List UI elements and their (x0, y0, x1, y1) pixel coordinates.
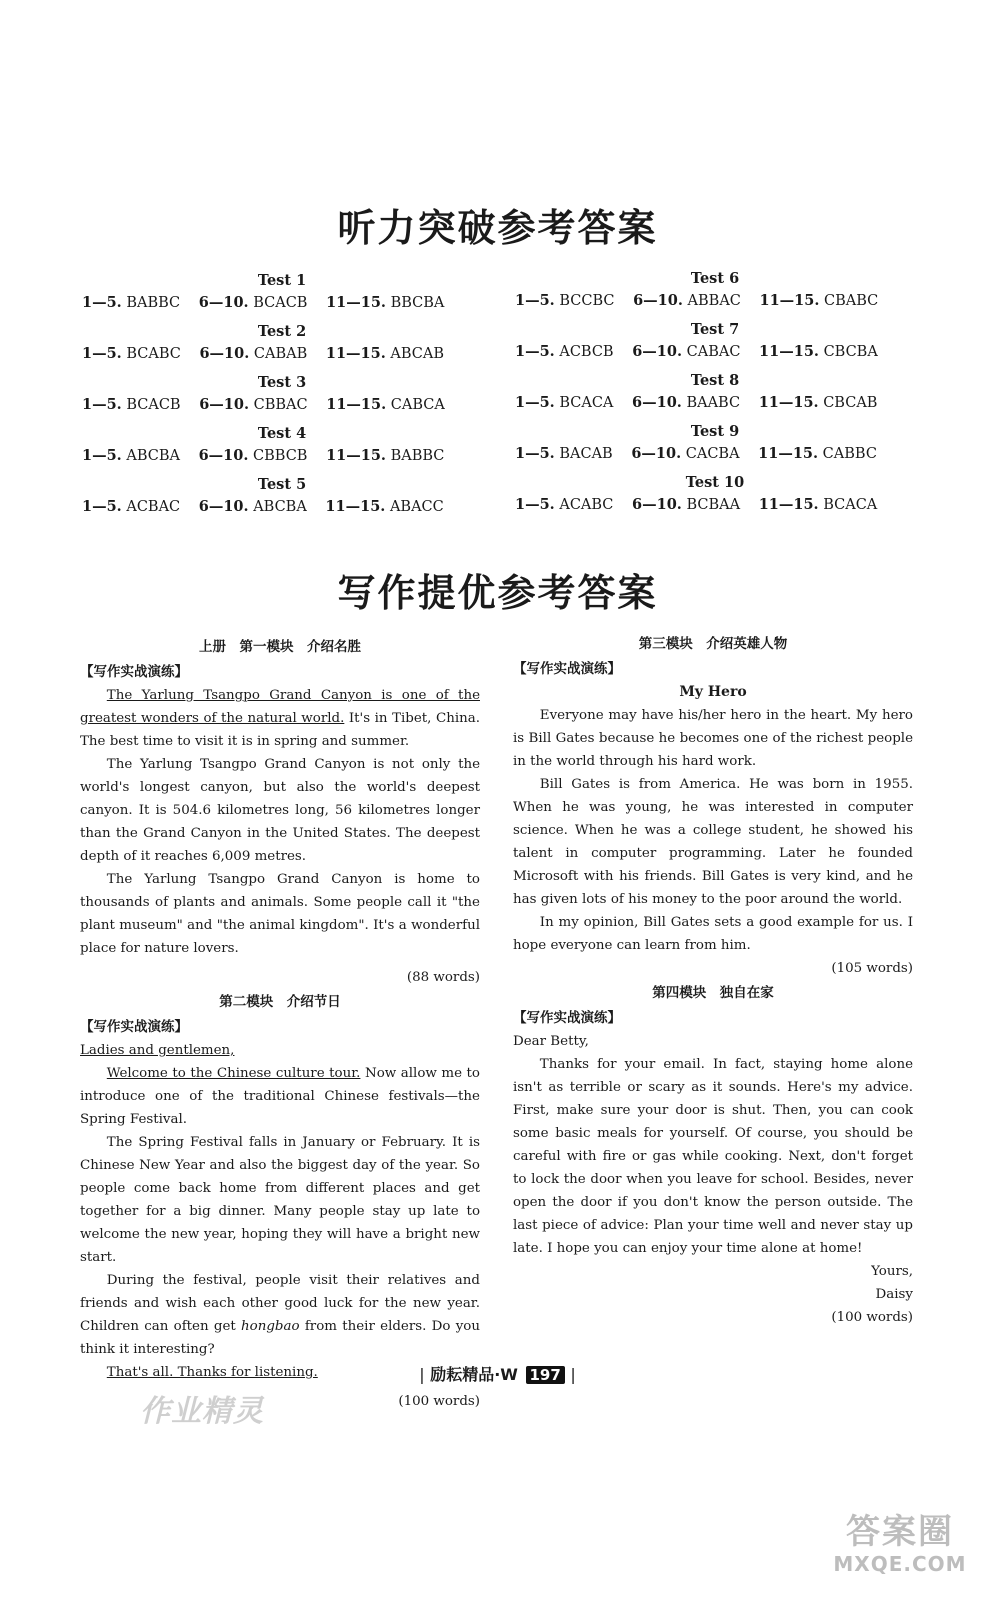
essay-paragraph: Welcome to the Chinese culture tour. Now allow me to introduce one of the traditional Chinese festivals—the Spring Festival. (80, 1066, 480, 1127)
test-name: Test 4 (257, 425, 307, 442)
test-name: Test 9 (690, 423, 740, 440)
practice-label: 【写作实战演练】 (80, 1019, 188, 1035)
test-block (82, 321, 482, 372)
answer-line: 1—5. BCABC 6—10. CABAB 11—15. ABCAB (82, 345, 445, 362)
speech-greeting: Ladies and gentlemen, (80, 1043, 235, 1058)
essay-paragraph: Thanks for your email. In fact, staying home alone isn't as terrible or scary as it sounds. Here's my advice. First, make sure your door is shut. Then, you can cook some basic meals for yourself. Of course, you should be careful with fire or gas while cooking. Next, don't forget to lock the door when you leave for school. Besides, never open the door if you don't know the person outside. The last piece of advice: Plan your time well and never stay up late. I hope you can enjoy your time alone at home! (513, 1057, 913, 1256)
page-number: 197 (526, 1366, 565, 1384)
watermark-logo: 答案圈 MXQE.COM (833, 1512, 967, 1576)
essay-paragraph: The Spring Festival falls in January or February. It is Chinese New Year and also the biggest day of the year. So people come back home from different places and get together for a big dinner. Many people stay up late to welcome the new year, hoping they will have a bright new start. (80, 1135, 480, 1265)
module-heading: 第三模块 介绍英雄人物 (638, 636, 788, 652)
test-block (82, 270, 482, 321)
test-name: Test 5 (257, 476, 307, 493)
speech-closing: That's all. Thanks for listening. (106, 1365, 318, 1380)
answer-line: 1—5. ACABC 6—10. BCBAA 11—15. BCACA (515, 496, 878, 513)
practice-label: 【写作实战演练】 (513, 1010, 621, 1026)
test-name: Test 10 (685, 474, 745, 491)
writing-title: 写作提优参考答案 (337, 570, 658, 615)
test-block (515, 370, 915, 421)
word-count: (100 words) (831, 1310, 913, 1325)
writing-left-column (80, 634, 480, 1413)
letter-signature: Daisy (875, 1287, 913, 1302)
test-block (515, 319, 915, 370)
essay-paragraph: Bill Gates is from America. He was born in 1955. When he was young, he was interested in computer science. When he was a college student, he showed his talent in computer programming. Later he founded Microsoft with his friends. Bill Gates is very kind, and he has given lots of his money to the poor around the world. (513, 777, 913, 907)
test-name: Test 8 (690, 372, 740, 389)
test-name: Test 6 (690, 270, 740, 287)
essay-paragraph: The Yarlung Tsangpo Grand Canyon is one of the greatest wonders of the natural world. It's in Tibet, China. The best time to visit it is in spring and summer. (80, 688, 480, 749)
test-name: Test 3 (257, 374, 307, 391)
module-heading: 上册 第一模块 介绍名胜 (199, 639, 361, 655)
answer-line: 1—5. BCCBC 6—10. ABBAC 11—15. CBABC (515, 292, 879, 309)
answer-line: 1—5. ABCBA 6—10. CBBCB 11—15. BABBC (82, 447, 445, 464)
word-count: (100 words) (398, 1394, 480, 1409)
essay-paragraph: Everyone may have his/her hero in the heart. My hero is Bill Gates because he becomes one of the richest people in the world through his hard work. (513, 708, 913, 769)
essay-title: My Hero (679, 684, 747, 700)
answer-line: 1—5. ACBAC 6—10. ABCBA 11—15. ABACC (82, 498, 444, 515)
test-block (515, 472, 915, 523)
practice-label: 【写作实战演练】 (513, 661, 621, 677)
test-name: Test 7 (690, 321, 740, 338)
test-block (515, 268, 915, 319)
listening-left-column (82, 270, 482, 525)
answer-line: 1—5. ACBCB 6—10. CABAC 11—15. CBCBA (515, 343, 878, 360)
word-count: (105 words) (831, 961, 913, 976)
essay-paragraph: The Yarlung Tsangpo Grand Canyon is home to thousands of plants and animals. Some people call it "the plant museum" and "the animal kingdom". It's a wonderful place for nature lovers. (80, 872, 480, 956)
letter-signoff: Yours, (871, 1264, 913, 1279)
answer-line: 1—5. BABBC 6—10. BCACB 11—15. BBCBA (82, 294, 445, 311)
stamp-graphic: 作业精灵 (140, 1394, 264, 1429)
test-block (82, 474, 482, 525)
module-heading: 第四模块 独自在家 (652, 985, 774, 1001)
page-footer: | 励耘精品·W 197 | (419, 1365, 576, 1384)
word-count: (88 words) (406, 970, 480, 985)
test-block (515, 421, 915, 472)
test-block (82, 372, 482, 423)
essay-paragraph: The Yarlung Tsangpo Grand Canyon is not only the world's longest canyon, but also the world's deepest canyon. It is 504.6 kilometres long, 56 kilometres longer than the Grand Canyon in the United States. The deepest depth of it reaches 6,009 metres. (80, 757, 480, 864)
test-name: Test 2 (257, 323, 307, 340)
footer-brand: 励耘精品·W (430, 1365, 518, 1384)
essay-paragraph: During the festival, people visit their relatives and friends and wish each other good luck for the new year. Children can often get hongbao from their elders. Do you think it interesting? (80, 1273, 480, 1357)
answer-line: 1—5. BACAB 6—10. CACBA 11—15. CABBC (515, 445, 877, 462)
test-name: Test 1 (257, 272, 307, 289)
essay-paragraph: In my opinion, Bill Gates sets a good example for us. I hope everyone can learn from him. (513, 915, 913, 953)
listening-right-column (515, 268, 915, 523)
listening-title: 听力突破参考答案 (337, 205, 658, 250)
writing-right-column (513, 631, 913, 1329)
practice-label: 【写作实战演练】 (80, 664, 188, 680)
letter-greeting: Dear Betty, (513, 1034, 589, 1049)
answer-line: 1—5. BCACA 6—10. BAABC 11—15. CBCAB (515, 394, 878, 411)
test-block (82, 423, 482, 474)
module-heading: 第二模块 介绍节日 (219, 994, 341, 1010)
answer-line: 1—5. BCACB 6—10. CBBAC 11—15. CABCA (82, 396, 445, 413)
